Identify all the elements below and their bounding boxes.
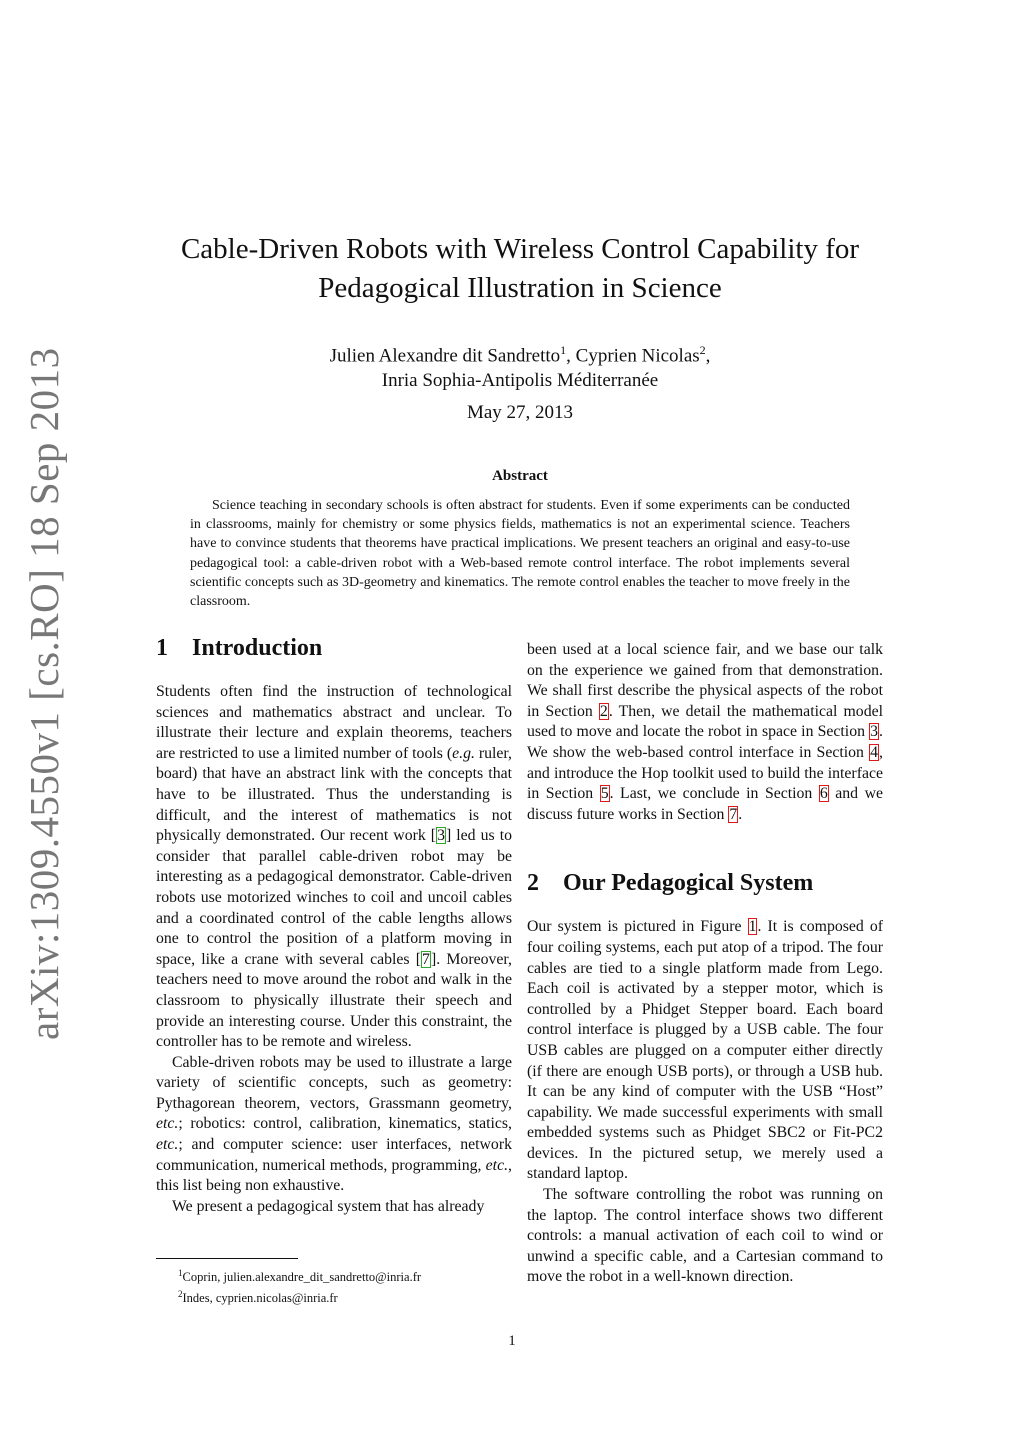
intro-p2-text-d: , this list being non exhaustive. — [156, 1156, 512, 1195]
section-2-heading — [527, 867, 883, 899]
author-1-mark: 1 — [560, 343, 567, 357]
intro-paragraph-2 — [156, 1053, 512, 1197]
section-link-7[interactable]: 7 — [729, 805, 738, 823]
intro-p1-text-a: Students often find the instruction of technological sciences and mathematics abstract and unclear. To illustrate their lecture and explain theorems, teachers are restricted to use a limited number of tools ( — [156, 683, 512, 762]
right-p1-text-a: been used at a local science fair, and we base our talk on the experience we gained from that demonstration. We shall first describe the physical aspects of the robot in Section — [527, 641, 883, 720]
figure-link-1[interactable]: 1 — [748, 918, 757, 936]
abstract-text: Science teaching in secondary schools is often abstract for students. Even if some experiments can be conducted in classrooms, mainly for chemistry or some physics fields, mathematics is not an experimental science. Teachers have to convince students that theorems have practical implications. We present teachers an original and easy-to-use pedagogical tool: a cable-driven robot with a Web-based remote control interface. The robot implements several scientific concepts such as 3D-geometry and kinematics. The remote control enables the teacher to move freely in the classroom. — [190, 498, 850, 610]
intro-p1-text-d: ]. Moreover, teachers need to move around the robot and walk in the classroom to physically illustrate their speech and provide an interesting course. Under this constraint, the controller has to be remote and wireless. — [156, 950, 512, 1051]
arxiv-stamp: arXiv:1309.4550v1 [cs.RO] 18 Sep 2013 — [21, 347, 67, 1040]
author-2-mark: 2 — [699, 343, 706, 357]
section-link-4[interactable]: 4 — [870, 743, 879, 761]
intro-p2-text-b: ; robotics: control, calibration, kinematics, statics, — [178, 1115, 512, 1133]
intro-p2-text-a: Cable-driven robots may be used to illustrate a large variety of scientific concepts, such as geometry: Pythagorean theorem, vectors, Grassmann geometry, — [156, 1053, 512, 1112]
intro-paragraph-1 — [156, 682, 512, 1053]
footnote-divider — [156, 1258, 298, 1259]
right-p1-text-c: . We show the web-based control interface in Section — [527, 723, 883, 761]
footnote-1-mark: 1 — [178, 1268, 183, 1278]
right-p1-text-e: . Last, we conclude in Section — [609, 785, 819, 803]
page-number: 1 — [508, 1333, 516, 1349]
section-link-3[interactable]: 3 — [870, 723, 879, 741]
author-tail: , — [705, 345, 711, 367]
section-link-2[interactable]: 2 — [599, 702, 608, 720]
author-line — [130, 338, 910, 368]
title-line-1: Cable-Driven Robots with Wireless Control Capability for — [180, 233, 860, 265]
section-link-6[interactable]: 6 — [819, 785, 828, 803]
right-p1-text-b: . Then, we detail the mathematical model used to move and locate the robot in space in Section — [527, 702, 883, 741]
intro-p2-text-c: ; and computer science: user interfaces, network communication, numerical methods, programming, — [156, 1136, 512, 1174]
intro-continuation — [527, 640, 883, 825]
section-gap — [527, 825, 883, 867]
system-paragraph-1 — [527, 917, 883, 1185]
section-link-5[interactable]: 5 — [600, 785, 609, 803]
intro-p2-etc-2: etc. — [156, 1136, 179, 1154]
footnote-1 — [178, 1265, 421, 1286]
system-p1-text-b: . It is composed of four coiling systems, each put atop of a tripod. The four cables are tied to a single platform made from Lego. Each coil is activated by a stepper motor, which is controlled by a Phidget Stepper board. Each board control interface is plugged by a USB cable. The four USB cables are plugged on a computer either directly (if there are enough USB ports), or through a USB hub. It can be any kind of computer with the USB “Host” capability. We made successful experiments with small embedded systems such as Phidget SBC2 or Fit-PC2 devices. In the pictured setup, we merely used a standard laptop. — [527, 918, 883, 1183]
author-1: Julien Alexandre dit Sandretto — [329, 345, 561, 367]
intro-p1-text-c: ] led us to consider that parallel cable-driven robot may be interesting as a pedagogical demonstrator. Cable-driven robots use motorized winches to coil and uncoil cables and a coordinated control of the cable lengths allows one to control the position of a platform moving in space, like a crane with several cables [ — [156, 827, 512, 968]
section-2-title: Our Pedagogical System — [563, 870, 814, 897]
citation-link-7[interactable]: 7 — [422, 950, 430, 968]
section-1-heading — [156, 632, 512, 664]
right-p1-text-d: , and introduce the Hop toolkit used to build the interface in Section — [527, 743, 883, 803]
system-paragraph-2: The software controlling the robot was running on the laptop. The control interface shows two different controls: a manual activation of each coil to wind or unwind a specific cable, and a Cartesian command to move the robot in a well-known direction. — [527, 1186, 883, 1286]
author-2: , Cyprien Nicolas — [566, 345, 700, 367]
footnote-1-text: Coprin, julien.alexandre_dit_sandretto@inria.fr — [182, 1270, 422, 1285]
paper-date: May 27, 2013 — [466, 402, 574, 423]
intro-p2-etc-3: etc. — [485, 1156, 509, 1174]
title-line-2: Pedagogical Illustration in Science — [318, 272, 722, 304]
intro-p1-eg: e.g. — [452, 744, 475, 762]
affiliation: Inria Sophia-Antipolis Méditerranée — [381, 370, 659, 392]
right-p1-text-f: and we discuss future works in Section — [527, 785, 883, 823]
abstract-heading: Abstract — [492, 468, 548, 484]
right-column — [527, 640, 883, 1288]
right-p1-text-g: . — [738, 805, 743, 823]
section-1-title: Introduction — [192, 635, 323, 661]
left-column — [156, 632, 512, 1217]
paper-title — [130, 230, 910, 308]
footnote-2-text: Indes, cyprien.nicolas@inria.fr — [182, 1291, 338, 1306]
authors-block — [130, 338, 910, 393]
footnote-2 — [178, 1286, 421, 1307]
abstract-body — [190, 496, 850, 611]
section-2-number: 2 — [527, 870, 539, 897]
section-1-number: 1 — [156, 635, 168, 661]
intro-p2-etc-1: etc. — [156, 1115, 179, 1133]
intro-p1-text-b: ruler, board) that have an abstract link with the concepts that have to be illustrated. Thus the understanding is difficult, and the interest of mathematics is not physically demonstrated. Our recent work [ — [156, 744, 513, 845]
intro-paragraph-3: We present a pedagogical system that has already — [172, 1197, 485, 1215]
footnote-2-mark: 2 — [178, 1289, 183, 1300]
citation-link-3[interactable]: 3 — [437, 827, 445, 845]
footnotes — [178, 1265, 421, 1307]
system-p1-text-a: Our system is pictured in Figure — [527, 918, 748, 936]
